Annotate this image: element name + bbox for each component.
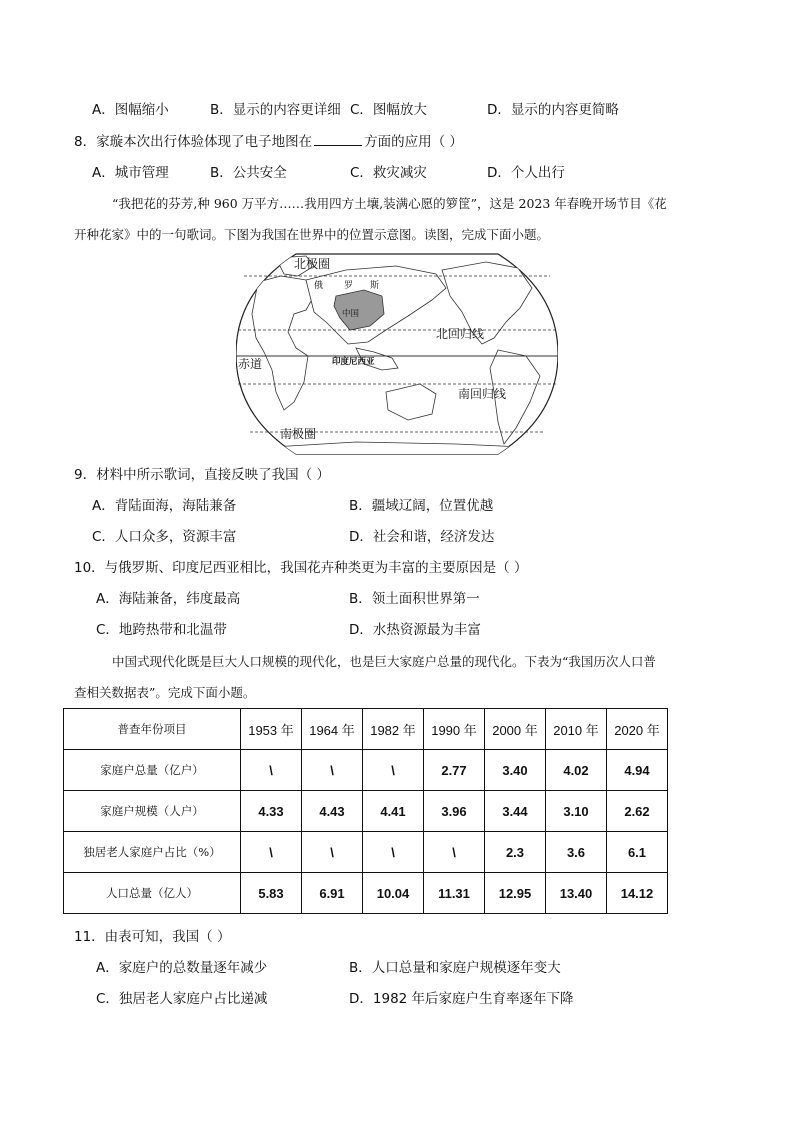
world-map xyxy=(236,252,558,456)
table-cell: 5.83 xyxy=(241,873,302,914)
table-cell: 4.02 xyxy=(546,750,607,791)
table-cell: \ xyxy=(241,832,302,873)
table-cell: 2.77 xyxy=(424,750,485,791)
label-antarctic: 南极圈 xyxy=(280,427,317,441)
label-indonesia: 印度尼西亚 xyxy=(332,357,375,367)
table-cell: \ xyxy=(363,832,424,873)
table-cell: 11.31 xyxy=(424,873,485,914)
table-cell: 4.43 xyxy=(302,791,363,832)
table-cell: 6.91 xyxy=(302,873,363,914)
census-table xyxy=(63,708,668,914)
q7-option-b[interactable]: B．显示的内容更详细 xyxy=(210,102,341,118)
table-cell: 13.40 xyxy=(546,873,607,914)
table-corner-label: 普查年份项目 xyxy=(64,709,241,750)
table-cell: \ xyxy=(302,750,363,791)
table-cell: \ xyxy=(241,750,302,791)
q9-option-c[interactable]: C．人口众多，资源丰富 xyxy=(92,529,237,545)
table-cell: 14.12 xyxy=(607,873,668,914)
table-cell: 10.04 xyxy=(363,873,424,914)
q8-option-b[interactable]: B．公共安全 xyxy=(210,165,287,181)
q9-option-d[interactable]: D．社会和谐，经济发达 xyxy=(349,529,495,545)
row-label: 独居老人家庭户占比（%） xyxy=(64,832,241,873)
material2-line2: 查相关数据表”。完成下面小题。 xyxy=(74,685,256,700)
material1-line2: 开种花家》中的一句歌词。下图为我国在世界中的位置示意图。读图，完成下面小题。 xyxy=(74,227,550,242)
q7-option-d[interactable]: D．显示的内容更简略 xyxy=(487,102,619,118)
q9-stem: 9．材料中所示歌词，直接反映了我国（ ） xyxy=(74,467,330,483)
q10-option-b[interactable]: B．领土面积世界第一 xyxy=(349,591,480,607)
label-arctic: 北极圈 xyxy=(294,257,331,271)
label-tropic-capricorn: 南回归线 xyxy=(458,387,507,401)
table-cell: 3.10 xyxy=(546,791,607,832)
table-cell: 6.1 xyxy=(607,832,668,873)
q7-option-a[interactable]: A．图幅缩小 xyxy=(92,102,169,118)
q10-stem: 10．与俄罗斯、印度尼西亚相比，我国花卉种类更为丰富的主要原因是（ ） xyxy=(74,560,528,576)
material1-line1: “我把花的芬芳,种 960 万平方……我用四方土壤,装满心愿的箩筐”，这是 2023 年春晚开场节目《花 xyxy=(112,196,667,211)
table-row xyxy=(64,873,668,914)
table-year: 1964 年 xyxy=(302,709,363,750)
table-year: 2010 年 xyxy=(546,709,607,750)
table-year: 2020 年 xyxy=(607,709,668,750)
q10-option-d[interactable]: D．水热资源最为丰富 xyxy=(349,622,481,638)
table-cell: 12.95 xyxy=(485,873,546,914)
row-label: 家庭户规模（人户） xyxy=(64,791,241,832)
q11-option-c[interactable]: C．独居老人家庭户占比递减 xyxy=(96,991,268,1007)
table-cell: 3.40 xyxy=(485,750,546,791)
table-cell: 2.3 xyxy=(485,832,546,873)
table-cell: 2.62 xyxy=(607,791,668,832)
q8-option-d[interactable]: D．个人出行 xyxy=(487,165,565,181)
q9-option-a[interactable]: A．背陆面海，海陆兼备 xyxy=(92,498,237,514)
table-year: 1982 年 xyxy=(363,709,424,750)
table-cell: \ xyxy=(363,750,424,791)
label-tropic-cancer: 北回归线 xyxy=(436,327,485,341)
q8-stem-after: 方面的应用（ ） xyxy=(364,134,463,150)
q8-answer-blank[interactable] xyxy=(314,133,362,146)
table-row xyxy=(64,750,668,791)
table-cell: \ xyxy=(424,832,485,873)
q8-stem xyxy=(74,133,463,151)
label-russia-2: 罗 xyxy=(344,281,354,291)
q10-option-a[interactable]: A．海陆兼备，纬度最高 xyxy=(96,591,241,607)
table-cell: 4.33 xyxy=(241,791,302,832)
row-label: 人口总量（亿人） xyxy=(64,873,241,914)
table-cell: 3.6 xyxy=(546,832,607,873)
label-china: 中国 xyxy=(342,309,360,319)
table-cell: \ xyxy=(302,832,363,873)
table-year: 1990 年 xyxy=(424,709,485,750)
table-year: 1953 年 xyxy=(241,709,302,750)
row-label: 家庭户总量（亿户） xyxy=(64,750,241,791)
table-cell: 3.96 xyxy=(424,791,485,832)
table-cell: 4.94 xyxy=(607,750,668,791)
label-russia-1: 俄 xyxy=(314,281,324,291)
material2-line1: 中国式现代化既是巨大人口规模的现代化，也是巨大家庭户总量的现代化。下表为“我国历次人口普 xyxy=(112,654,656,669)
table-header-row xyxy=(64,709,668,750)
q11-option-d[interactable]: D．1982 年后家庭户生育率逐年下降 xyxy=(349,991,574,1007)
label-equator: 赤道 xyxy=(238,357,263,371)
q8-stem-before: 8．家璇本次出行体验体现了电子地图在 xyxy=(74,134,313,150)
table-cell: 4.41 xyxy=(363,791,424,832)
table-cell: 3.44 xyxy=(485,791,546,832)
q8-option-a[interactable]: A．城市管理 xyxy=(92,165,169,181)
q11-stem: 11．由表可知，我国（ ） xyxy=(74,929,231,945)
table-row xyxy=(64,791,668,832)
q10-option-c[interactable]: C．地跨热带和北温带 xyxy=(96,622,227,638)
q7-option-c[interactable]: C．图幅放大 xyxy=(350,102,427,118)
q9-option-b[interactable]: B．疆域辽阔，位置优越 xyxy=(349,498,494,514)
table-row xyxy=(64,832,668,873)
label-russia-3: 斯 xyxy=(370,281,380,291)
table-year: 2000 年 xyxy=(485,709,546,750)
q8-option-c[interactable]: C．救灾减灾 xyxy=(350,165,427,181)
q11-option-b[interactable]: B．人口总量和家庭户规模逐年变大 xyxy=(349,960,561,976)
q11-option-a[interactable]: A．家庭户的总数量逐年减少 xyxy=(96,960,268,976)
